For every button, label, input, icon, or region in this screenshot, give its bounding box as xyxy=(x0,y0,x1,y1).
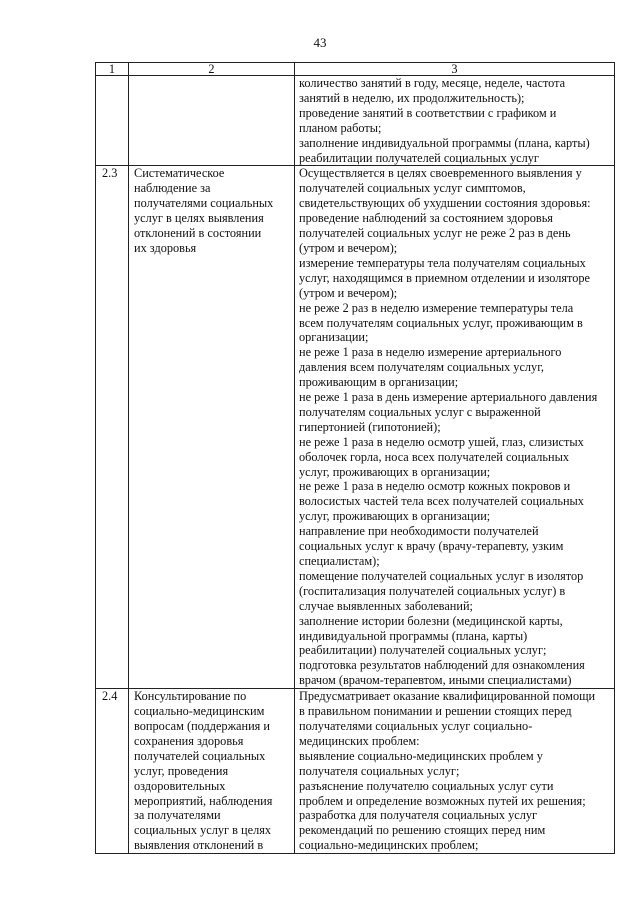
description-line: не реже 1 раза в неделю осмотр ушей, глаз, слизистых xyxy=(299,434,584,449)
description-line: реабилитации) получателей социальных услуг; xyxy=(299,643,547,658)
description-line: не реже 2 раз в неделю измерение температуры тела xyxy=(299,300,574,315)
service-name-line: Консультирование по xyxy=(134,689,247,704)
description-line: получателя социальных услуг; xyxy=(299,763,460,778)
description-line: занятий в неделю, их продолжительность); xyxy=(299,90,525,105)
description-line: свидетельствующих об ухудшении состояния здоровья: xyxy=(299,196,591,211)
service-name-line: выявления отклонений в xyxy=(134,838,264,853)
description-line: направление при необходимости получателей xyxy=(299,524,539,539)
description-line: врачом (врачом-терапевтом, иными специалистами) xyxy=(299,673,572,688)
description-line: не реже 1 раза в неделю измерение артериального xyxy=(299,345,562,360)
table-header-row xyxy=(96,63,615,76)
description-line: получателями социальных услуг социально- xyxy=(299,718,533,733)
description-line: (утром и вечером); xyxy=(299,240,398,255)
description-line: (госпитализация получателей социальных услуг) в xyxy=(299,583,566,598)
services-table xyxy=(95,62,615,854)
table-row xyxy=(96,166,615,689)
description-line: гипертонией (гипотонией); xyxy=(299,419,441,434)
description-line: заполнение индивидуальной программы (плана, карты) xyxy=(299,135,590,150)
description-line: проживающим в организации; xyxy=(299,375,459,390)
description-line: подготовка результатов наблюдений для ознакомления xyxy=(299,658,585,673)
service-name-line: наблюдение за xyxy=(134,181,211,196)
service-name-line: услуг, проведения xyxy=(134,763,229,778)
description-line: социальных услуг к врачу (врачу-терапевту, узким xyxy=(299,539,564,554)
service-name-cell xyxy=(129,166,295,689)
service-name-line: оздоровительных xyxy=(134,778,226,793)
row-number: 2.3 xyxy=(96,166,129,689)
description-line: получателей социальных услуг симптомов, xyxy=(299,181,526,196)
description-line: проблем и определение возможных путей их решения; xyxy=(299,793,586,808)
description-line: случае выявленных заболеваний; xyxy=(299,598,473,613)
service-description-cell xyxy=(295,166,615,689)
description-line: Осуществляется в целях своевременного выявления у xyxy=(299,166,582,181)
service-name-line: получателями социальных xyxy=(134,196,274,211)
description-line: измерение температуры тела получателям социальных xyxy=(299,255,586,270)
description-line: не реже 1 раза в день измерение артериального давления xyxy=(299,390,598,405)
description-line: Предусматривает оказание квалифицированной помощи xyxy=(299,689,596,704)
description-line: социально-медицинских проблем; xyxy=(299,838,479,853)
description-line: планом работы; xyxy=(299,120,382,135)
service-name-line: мероприятий, наблюдения xyxy=(134,793,273,808)
row-number xyxy=(96,76,129,166)
service-name-line: услуг в целях выявления xyxy=(134,211,264,226)
header-col-2: 2 xyxy=(129,63,295,76)
service-name-line: социальных услуг в целях xyxy=(134,823,272,838)
service-name-cell xyxy=(129,689,295,854)
description-line: помещение получателей социальных услуг в изолятор xyxy=(299,568,584,583)
description-line: реабилитации получателей социальных услуг xyxy=(299,150,539,165)
description-line: заполнение истории болезни (медицинской карты, xyxy=(299,613,563,628)
description-line: разработка для получателя социальных услуг xyxy=(299,808,538,823)
service-name-line: социально-медицинским xyxy=(134,704,265,719)
description-line: проведение занятий в соответствии с графиком и xyxy=(299,105,557,120)
service-name-line: вопросам (поддержания и xyxy=(134,718,270,733)
description-line: проведение наблюдений за состоянием здоровья xyxy=(299,211,553,226)
description-line: в правильном понимании и решении стоящих перед xyxy=(299,704,572,719)
service-description-cell xyxy=(295,76,615,166)
header-col-1: 1 xyxy=(96,63,129,76)
description-line: давления всем получателям социальных услуг, xyxy=(299,360,544,375)
description-line: (утром и вечером); xyxy=(299,285,398,300)
description-line: получателей социальных услуг не реже 2 раз в день xyxy=(299,226,571,241)
description-line: выявление социально-медицинских проблем у xyxy=(299,748,543,763)
description-line: организации; xyxy=(299,330,369,345)
description-line: разъяснение получателю социальных услуг сути xyxy=(299,778,554,793)
description-line: специалистам); xyxy=(299,554,380,568)
description-line: услуг, проживающих в организации; xyxy=(299,509,491,524)
description-line: всем получателям социальных услуг, проживающим в xyxy=(299,315,583,330)
page-number: 43 xyxy=(313,35,327,50)
service-name-line: Систематическое xyxy=(134,166,225,181)
description-line: медицинских проблем: xyxy=(299,733,420,748)
row-number: 2.4 xyxy=(96,689,129,854)
service-name-line: их здоровья xyxy=(134,240,197,255)
header-col-3: 3 xyxy=(295,63,615,76)
description-line: рекомендаций по решению стоящих перед ним xyxy=(299,823,546,838)
description-line: оболочек горла, носа всех получателей социальных xyxy=(299,449,570,464)
service-description-cell xyxy=(295,689,615,854)
service-name-cell xyxy=(129,76,295,166)
table-row xyxy=(96,76,615,166)
service-name-line: отклонений в состоянии xyxy=(134,226,262,241)
description-line: не реже 1 раза в неделю осмотр кожных покровов и xyxy=(299,479,571,494)
service-name-line: сохранения здоровья xyxy=(134,733,244,748)
description-line: услуг, находящимся в приемном отделении и изоляторе xyxy=(299,270,591,285)
description-line: получателям социальных услуг с выраженной xyxy=(299,404,541,419)
description-line: услуг, проживающих в организации; xyxy=(299,464,491,479)
description-line: индивидуальной программы (плана, карты) xyxy=(299,628,528,643)
description-line: волосистых частей тела всех получателей социальных xyxy=(299,494,584,509)
service-name-line: за получателями xyxy=(134,808,221,823)
service-name-line: получателей социальных xyxy=(134,748,266,763)
table-row xyxy=(96,689,615,854)
description-line: количество занятий в году, месяце, неделе, частота xyxy=(299,76,566,90)
